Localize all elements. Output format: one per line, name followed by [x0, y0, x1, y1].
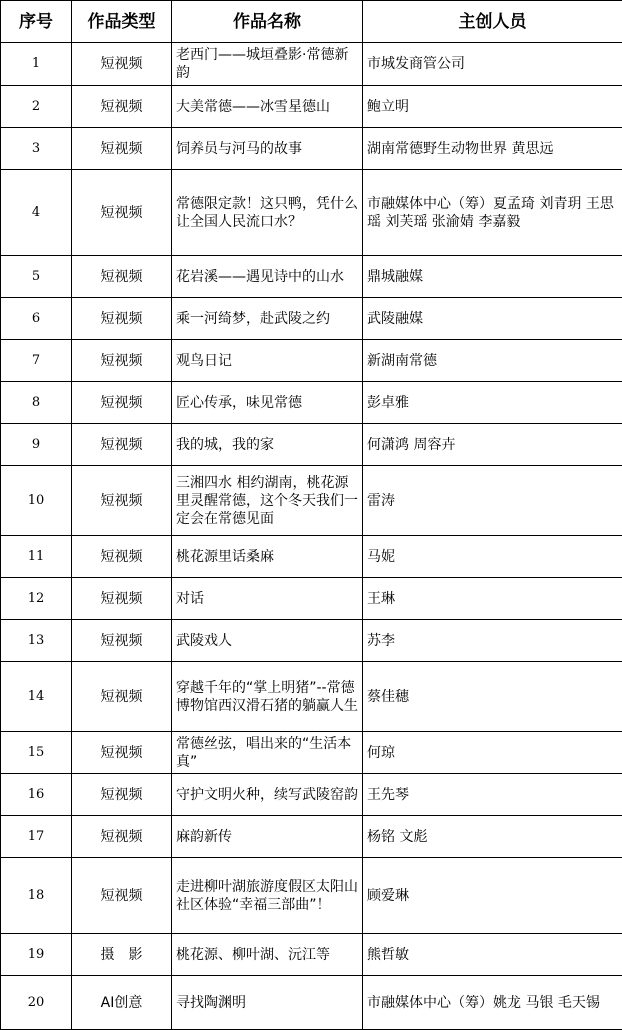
cell-type: 短视频	[72, 774, 172, 816]
cell-people: 彭卓雅	[363, 382, 622, 424]
cell-type: 短视频	[72, 620, 172, 662]
table-row	[1, 382, 622, 424]
cell-name: 穿越千年的“掌上明猪”--常德博物馆西汉滑石猪的躺赢人生	[172, 662, 363, 732]
cell-people: 杨铭 文彪	[363, 816, 622, 858]
cell-type: 短视频	[72, 816, 172, 858]
cell-people: 王琳	[363, 578, 622, 620]
cell-name: 匠心传承，味见常德	[172, 382, 363, 424]
cell-people: 市城发商管公司	[363, 43, 622, 86]
cell-name: 观鸟日记	[172, 340, 363, 382]
cell-no: 14	[1, 662, 72, 732]
cell-type: 短视频	[72, 298, 172, 340]
table-row	[1, 934, 622, 976]
cell-no: 10	[1, 466, 72, 536]
cell-name: 麻韵新传	[172, 816, 363, 858]
cell-type: 短视频	[72, 43, 172, 86]
table-row	[1, 128, 622, 170]
cell-people: 马妮	[363, 536, 622, 578]
cell-name: 乘一河绮梦，赴武陵之约	[172, 298, 363, 340]
cell-name: 常德限定款！这只鸭，凭什么让全国人民流口水？	[172, 170, 363, 256]
cell-name: 对话	[172, 578, 363, 620]
cell-no: 1	[1, 43, 72, 86]
table-header-row	[1, 1, 622, 43]
cell-type: 短视频	[72, 340, 172, 382]
cell-people: 市融媒体中心（筹）姚龙 马银 毛天锡	[363, 976, 622, 1030]
cell-type: 短视频	[72, 256, 172, 298]
cell-name: 守护文明火种，续写武陵窑韵	[172, 774, 363, 816]
cell-name: 我的城，我的家	[172, 424, 363, 466]
table-row	[1, 620, 622, 662]
table-row	[1, 466, 622, 536]
cell-people: 熊哲敏	[363, 934, 622, 976]
cell-type: 短视频	[72, 382, 172, 424]
cell-people: 新湖南常德	[363, 340, 622, 382]
cell-people: 蔡佳穗	[363, 662, 622, 732]
table-row	[1, 976, 622, 1030]
cell-name: 寻找陶渊明	[172, 976, 363, 1030]
table-row	[1, 298, 622, 340]
cell-no: 6	[1, 298, 72, 340]
cell-name: 桃花源、柳叶湖、沅江等	[172, 934, 363, 976]
cell-no: 4	[1, 170, 72, 256]
cell-type: 摄 影	[72, 934, 172, 976]
cell-people: 王先琴	[363, 774, 622, 816]
cell-type: 短视频	[72, 424, 172, 466]
table-row	[1, 424, 622, 466]
cell-people: 何琼	[363, 732, 622, 774]
cell-no: 8	[1, 382, 72, 424]
table-row	[1, 816, 622, 858]
cell-no: 19	[1, 934, 72, 976]
table-row	[1, 86, 622, 128]
cell-name: 大美常德——冰雪星德山	[172, 86, 363, 128]
cell-no: 17	[1, 816, 72, 858]
cell-type: 短视频	[72, 578, 172, 620]
cell-no: 15	[1, 732, 72, 774]
cell-no: 16	[1, 774, 72, 816]
cell-no: 2	[1, 86, 72, 128]
cell-type: 短视频	[72, 170, 172, 256]
table-row	[1, 536, 622, 578]
cell-name: 三湘四水 相约湖南，桃花源里灵醒常德，这个冬天我们一定会在常德见面	[172, 466, 363, 536]
cell-no: 18	[1, 858, 72, 934]
cell-name: 武陵戏人	[172, 620, 363, 662]
cell-no: 13	[1, 620, 72, 662]
cell-type: 短视频	[72, 466, 172, 536]
cell-no: 20	[1, 976, 72, 1030]
cell-no: 11	[1, 536, 72, 578]
cell-type: 短视频	[72, 86, 172, 128]
cell-type: 短视频	[72, 732, 172, 774]
table-row	[1, 340, 622, 382]
cell-people: 市融媒体中心（筹）夏孟琦 刘青玥 王思瑶 刘芙瑶 张渝婧 李嘉毅	[363, 170, 622, 256]
cell-no: 3	[1, 128, 72, 170]
header-people: 主创人员	[363, 1, 622, 43]
cell-type: 短视频	[72, 128, 172, 170]
table-row	[1, 43, 622, 86]
cell-people: 顾爱琳	[363, 858, 622, 934]
header-type: 作品类型	[72, 1, 172, 43]
table-row	[1, 774, 622, 816]
cell-people: 何潇鸿 周容卉	[363, 424, 622, 466]
cell-name: 老西门——城垣叠影·常德新韵	[172, 43, 363, 86]
table-row	[1, 170, 622, 256]
table-row	[1, 578, 622, 620]
table-row	[1, 858, 622, 934]
cell-type: 短视频	[72, 858, 172, 934]
cell-people: 雷涛	[363, 466, 622, 536]
cell-type: AI创意	[72, 976, 172, 1030]
cell-no: 5	[1, 256, 72, 298]
cell-people: 鲍立明	[363, 86, 622, 128]
cell-people: 苏李	[363, 620, 622, 662]
cell-type: 短视频	[72, 536, 172, 578]
cell-people: 鼎城融媒	[363, 256, 622, 298]
cell-no: 9	[1, 424, 72, 466]
table-row	[1, 662, 622, 732]
cell-type: 短视频	[72, 662, 172, 732]
cell-name: 饲养员与河马的故事	[172, 128, 363, 170]
cell-people: 湖南常德野生动物世界 黄思远	[363, 128, 622, 170]
cell-people: 武陵融媒	[363, 298, 622, 340]
cell-no: 12	[1, 578, 72, 620]
header-name: 作品名称	[172, 1, 363, 43]
cell-name: 桃花源里话桑麻	[172, 536, 363, 578]
cell-name: 花岩溪——遇见诗中的山水	[172, 256, 363, 298]
table-row	[1, 732, 622, 774]
header-no: 序号	[1, 1, 72, 43]
cell-name: 走进柳叶湖旅游度假区太阳山社区体验“幸福三部曲”！	[172, 858, 363, 934]
cell-name: 常德丝弦，唱出来的“生活本真”	[172, 732, 363, 774]
cell-no: 7	[1, 340, 72, 382]
table-row	[1, 256, 622, 298]
